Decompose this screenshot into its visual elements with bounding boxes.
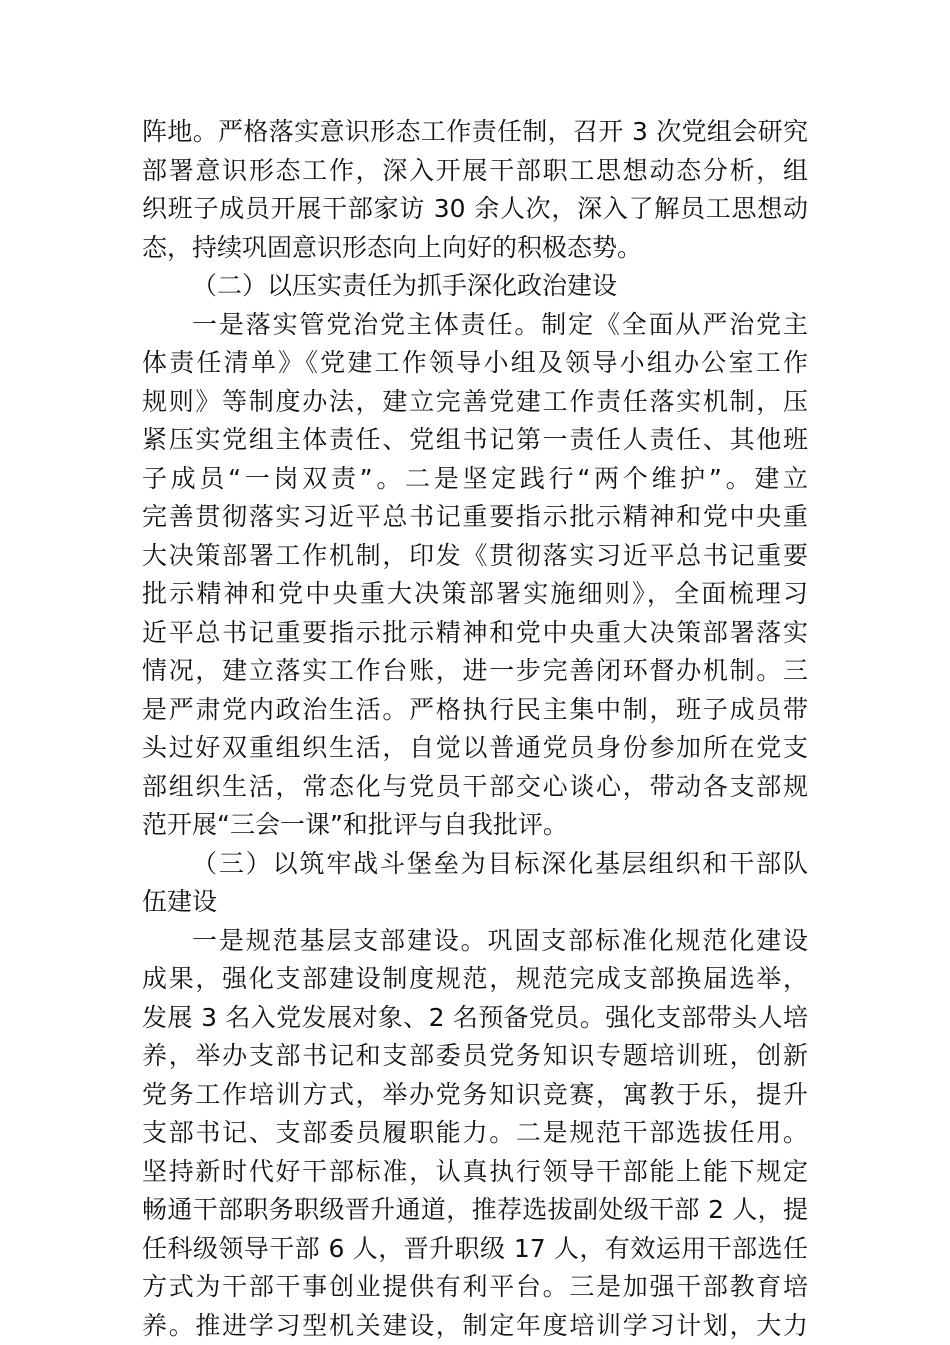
body-text-line: 头过好双重组织生活，自觉以普通党员身份参加所在党支 (142, 729, 808, 768)
body-text-line: 范开展“三会一课”和批评与自我批评。 (142, 806, 808, 845)
body-text-line: 党务工作培训方式，举办党务知识竞赛，寓教于乐，提升 (142, 1076, 808, 1115)
body-text-line: 大决策部署工作机制，印发《贯彻落实习近平总书记重要 (142, 537, 808, 576)
body-text-line: 部署意识形态工作，深入开展干部职工思想动态分析，组 (142, 152, 808, 191)
body-text-line: 支部书记、支部委员履职能力。二是规范干部选拔任用。 (142, 1114, 808, 1153)
body-text-line: 情况，建立落实工作台账，进一步完善闭环督办机制。三 (142, 652, 808, 691)
section-heading-line: （三）以筑牢战斗堡垒为目标深化基层组织和干部队 (142, 845, 808, 884)
body-text-line: 成果，强化支部建设制度规范，规范完成支部换届选举， (142, 960, 808, 999)
body-text-line: 态，持续巩固意识形态向上向好的积极态势。 (142, 229, 808, 268)
body-text-line: 完善贯彻落实习近平总书记重要指示批示精神和党中央重 (142, 498, 808, 537)
body-text-line: 养。推进学习型机关建设，制定年度培训学习计划，大力 (142, 1307, 808, 1345)
body-text-line: 伍建设 (142, 883, 808, 922)
body-text-line: 织班子成员开展干部家访 30 余人次，深入了解员工思想动 (142, 190, 808, 229)
body-text-line: 部组织生活，常态化与党员干部交心谈心，带动各支部规 (142, 768, 808, 807)
body-text-line: 畅通干部职务职级晋升通道，推荐选拔副处级干部 2 人，提 (142, 1191, 808, 1230)
body-text-line: 是严肃党内政治生活。严格执行民主集中制，班子成员带 (142, 691, 808, 730)
body-text-line: 规则》等制度办法，建立完善党建工作责任落实机制，压 (142, 383, 808, 422)
body-text-line: 养，举办支部书记和支部委员党务知识专题培训班，创新 (142, 1037, 808, 1076)
body-text-line: 任科级领导干部 6 人，晋升职级 17 人，有效运用干部选任 (142, 1230, 808, 1269)
body-text-line: 一是落实管党治党主体责任。制定《全面从严治党主 (142, 306, 808, 345)
body-text-line: 发展 3 名入党发展对象、2 名预备党员。强化支部带头人培 (142, 999, 808, 1038)
body-text-line: 近平总书记重要指示批示精神和党中央重大决策部署落实 (142, 614, 808, 653)
section-heading-line: （二）以压实责任为抓手深化政治建设 (142, 267, 808, 306)
body-text-line: 方式为干部干事创业提供有利平台。三是加强干部教育培 (142, 1268, 808, 1307)
body-text-line: 紧压实党组主体责任、党组书记第一责任人责任、其他班 (142, 421, 808, 460)
body-text-line: 坚持新时代好干部标准，认真执行领导干部能上能下规定 (142, 1153, 808, 1192)
body-text-line: 体责任清单》《党建工作领导小组及领导小组办公室工作 (142, 344, 808, 383)
document-body (142, 113, 808, 1345)
body-text-line: 子成员“一岗双责”。二是坚定践行“两个维护”。建立 (142, 460, 808, 499)
body-text-line: 批示精神和党中央重大决策部署实施细则》，全面梳理习 (142, 575, 808, 614)
body-text-line: 阵地。严格落实意识形态工作责任制，召开 3 次党组会研究 (142, 113, 808, 152)
body-text-line: 一是规范基层支部建设。巩固支部标准化规范化建设 (142, 922, 808, 961)
